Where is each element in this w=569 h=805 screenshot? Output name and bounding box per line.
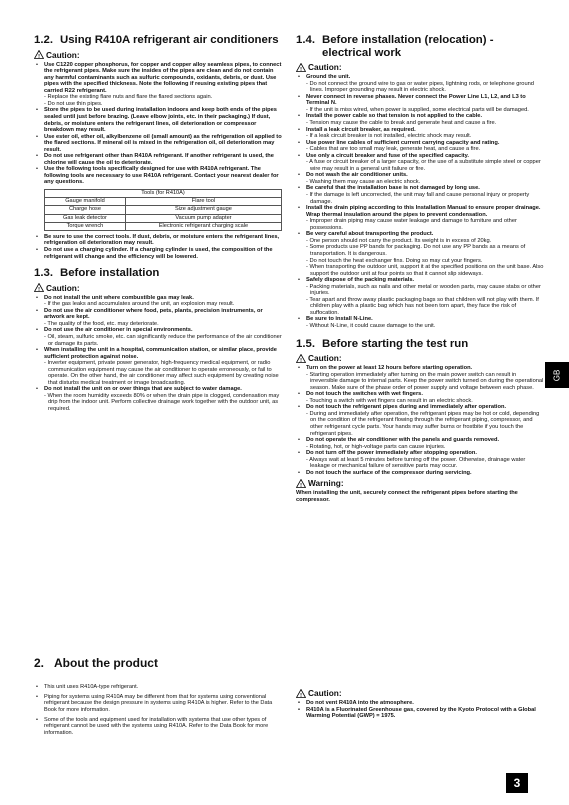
item-heading: • Do not use the air conditioner in special environments. bbox=[44, 327, 193, 334]
list-item bbox=[34, 166, 284, 186]
caution-list bbox=[34, 295, 284, 413]
caution-heading: ! Caution: bbox=[296, 62, 544, 72]
table-cell: Torque wrench bbox=[45, 222, 126, 230]
product-caution bbox=[296, 687, 546, 720]
item-detail: - When the room humidity exceeds 80% or when the drain pipe is clogged, condensation may drip from the indoor unit. Perform collective drainage work together with the outdoor unit, as required. bbox=[44, 392, 280, 412]
list-item bbox=[34, 386, 284, 412]
list-item bbox=[296, 127, 544, 140]
list-item bbox=[296, 404, 544, 437]
item-detail: - Do not touch the heat exchanger fins. Doing so may cut your fingers. bbox=[306, 257, 483, 264]
item-detail: - Washing them may cause an electric shock. bbox=[306, 178, 421, 185]
tools-table-header: Tools (for R410A) bbox=[45, 189, 282, 197]
list-item: • Do not vent R410A into the atmosphere. bbox=[296, 700, 546, 707]
item-detail: - Starting operation immediately after turning on the main power switch can result in irreversible damage to internal parts. Keep the power switch turned on during the operational season. Make sure of the phase order of power supply and voltage between each phase. bbox=[306, 371, 544, 391]
list-item bbox=[34, 134, 284, 154]
table-row bbox=[45, 198, 282, 206]
caution-heading: ! Caution: bbox=[34, 50, 284, 60]
caution-heading: ! Caution: bbox=[34, 283, 284, 293]
item-heading: • Do not touch the refrigerant pipes during and immediately after operation. bbox=[306, 404, 507, 411]
list-item bbox=[34, 234, 284, 247]
table-row bbox=[45, 214, 282, 222]
section-1-4-heading: 1.4. Before installation (relocation) - electrical work bbox=[296, 34, 494, 59]
item-heading: • Be very careful about transporting the product. bbox=[306, 231, 434, 238]
item-detail: - Without N-Line, it could cause damage to the unit. bbox=[306, 322, 436, 329]
svg-text:!: ! bbox=[300, 482, 302, 488]
item-heading: • Use only a circuit breaker and fuse of the specified capacity. bbox=[306, 152, 469, 159]
item-heading: • Do not touch the switches with wet fingers. bbox=[306, 391, 423, 398]
caution-heading: ! Caution: bbox=[296, 688, 546, 698]
list-item bbox=[296, 365, 544, 391]
list-item bbox=[296, 205, 544, 231]
item-detail: - Oil, steam, sulfuric smoke, etc. can significantly reduce the performance of the air conditioner or damage its parts. bbox=[44, 333, 282, 347]
list-item: • Piping for systems using R410A may be different from that for systems using conventional refrigerant because the design pressure in systems using R410A is higher. Refer to the Data Book for more information. bbox=[34, 694, 284, 713]
item-heading: • Be careful that the installation base is not damaged by long use. bbox=[306, 185, 480, 192]
list-item: • R410A is a Fluorinated Greenhouse gas, covered by the Kyoto Protocol with a Global Warming Potential (GWP) = 1975. bbox=[296, 707, 546, 720]
table-cell: Charge hose bbox=[45, 206, 126, 214]
item-heading: • Be sure to use the correct tools. If dust, debris, or moisture enters the refrigerant lines, refrigeration oil deterioration may result. bbox=[44, 233, 280, 247]
table-row bbox=[45, 206, 282, 214]
item-detail: - Tear apart and throw away plastic packaging bags so that children will not play with them. If children play with a plastic bag which has not been torn apart, they face the risk of suffocation. bbox=[306, 296, 539, 316]
item-detail: - Do not connect the ground wire to gas or water pipes, lightning rods, or telephone ground lines. Improper grounding may result in electric shock. bbox=[306, 80, 534, 94]
list-item bbox=[34, 107, 284, 133]
svg-text:!: ! bbox=[38, 286, 40, 293]
item-heading: • Do not use the air conditioner where food, pets, plants, precision instruments, or artwork are kept. bbox=[44, 307, 263, 321]
list-item bbox=[296, 437, 544, 450]
item-detail: - Rotating, hot, or high-voltage parts can cause injuries. bbox=[306, 443, 446, 450]
item-heading: • Never connect in reverse phases. Never connect the Power Line L1, L2, and L3 to Terminal N. bbox=[306, 93, 526, 107]
table-cell: Electronic refrigerant charging scale bbox=[125, 222, 281, 230]
svg-text:!: ! bbox=[300, 692, 302, 698]
caution-list bbox=[296, 74, 544, 329]
list-item bbox=[34, 347, 284, 386]
item-heading: • Do not install the unit where combustible gas may leak. bbox=[44, 294, 194, 301]
item-detail: - Some products use PP bands for packaging. Do not use any PP bands as a means of transportation. It is dangerous. bbox=[306, 244, 526, 257]
item-heading: • Store the pipes to be used during installation indoors and keep both ends of the pipes sealed until just before brazing. (Leave elbow joints, etc. in their packaging.) If dust, debris, or moisture enters the refrigerant lines, oil deterioration or compressor breakdown may result. bbox=[44, 107, 277, 134]
item-heading: • Do not wash the air conditioner units. bbox=[306, 172, 408, 179]
item-detail: - If a leak circuit breaker is not installed, electric shock may result. bbox=[306, 133, 472, 140]
item-heading: • Install a leak circuit breaker, as required. bbox=[306, 126, 416, 133]
warning-triangle-icon bbox=[296, 63, 306, 72]
table-cell: Flare tool bbox=[125, 198, 281, 206]
table-row bbox=[45, 222, 282, 230]
item-heading: • Use ester oil, ether oil, alkylbenzene oil (small amount) as the refrigeration oil applied to the flared sections. If mineral oil is mixed in the refrigeration oil, oil deterioration may result. bbox=[44, 133, 282, 153]
tools-table bbox=[44, 189, 282, 231]
list-item bbox=[296, 172, 544, 185]
item-heading: • Do not operate the air conditioner with the panels and guards removed. bbox=[306, 437, 500, 444]
list-item bbox=[296, 391, 544, 404]
item-detail: - Always wait at least 5 minutes before turning off the power. Otherwise, drainage water leakage or mechanical failure of sensitive parts may occur. bbox=[306, 456, 526, 470]
warning-triangle-icon bbox=[296, 354, 306, 363]
list-item bbox=[296, 113, 544, 126]
right-column bbox=[296, 34, 544, 503]
list-item bbox=[296, 153, 544, 173]
item-detail: - A fuse or circuit breaker of a larger capacity, or the use of a substitute simple steel or copper wire may result in a general unit failure or fire. bbox=[306, 159, 541, 172]
section-2-heading: 2. About the product bbox=[34, 656, 158, 670]
section-number: 1.2. bbox=[34, 34, 53, 46]
warning-triangle-icon bbox=[296, 479, 306, 488]
item-detail: - Do not use thin pipes. bbox=[44, 100, 103, 107]
item-detail: - Cables that are too small may leak, generate heat, and cause a fire. bbox=[306, 146, 481, 153]
list-item bbox=[296, 316, 544, 329]
item-heading: • Use C1220 copper phosphorus, for copper and copper alloy seamless pipes, to connect the refrigerant pipes. Make sure the insides of the pipes are clean and do not contain any harmful contaminants such as sulfuric compounds, oxidants, debris, or dust. Use pipes with the specified thickness. Note the following if reusing existing pipes that carried R22 refrigerant. bbox=[44, 61, 282, 94]
item-detail: - Replace the existing flare nuts and flare the flared sections again. bbox=[44, 94, 213, 101]
list-item bbox=[34, 327, 284, 347]
item-detail: - When transporting the outdoor unit, support it at the specified positions on the unit base. Also support the outdoor unit at four points so that it cannot slip sideways. bbox=[306, 264, 544, 277]
item-heading: • Turn on the power at least 12 hours before starting operation. bbox=[306, 365, 473, 372]
list-item bbox=[296, 185, 544, 205]
language-tab: GB bbox=[545, 362, 569, 388]
list-item bbox=[296, 277, 544, 316]
warning-triangle-icon bbox=[296, 689, 306, 698]
list-item bbox=[34, 62, 284, 108]
table-cell: Vacuum pump adapter bbox=[125, 214, 281, 222]
item-heading: • Safely dispose of the packing materials. bbox=[306, 277, 415, 284]
list-item: • Some of the tools and equipment used for installation with systems that use other types of refrigerant cannot be used with the systems using R410A. Refer to the Data Book for more information. bbox=[34, 717, 284, 736]
svg-text:!: ! bbox=[38, 53, 40, 60]
item-heading: • Ground the unit. bbox=[306, 74, 351, 81]
item-detail: - The quality of the food, etc. may deteriorate. bbox=[44, 320, 159, 327]
item-heading: • Do not use refrigerant other than R410A refrigerant. If another refrigerant is used, the chlorine will cause the oil to deteriorate. bbox=[44, 153, 274, 166]
item-detail: - Inverter equipment, private power generator, high-frequency medical equipment, or radio communication equipment may cause the air conditioner to operate erroneously, or fail to operate. On the other hand, the air conditioner may affect such equipment by creating noise that disturbs medical treatment or image broadcasting. bbox=[44, 360, 279, 386]
item-heading: • Use the following tools specifically designed for use with R410A refrigerant. The following tools are necessary to use R410A refrigerant. Contact your nearest dealer for any questions. bbox=[44, 166, 279, 186]
item-detail: - During and immediately after operation, the refrigerant pipes may be hot or cold, depending on the condition of the refrigerant flowing through the refrigerant piping, compressor, and other refrigerant cycle parts. Your hands may suffer burns or frostbite if you touch the refrigerant pipes. bbox=[306, 410, 540, 437]
item-heading: • Do not turn off the power immediately after stopping operation. bbox=[306, 450, 477, 457]
item-detail: - Packing materials, such as nails and other metal or wooden parts, may cause stabs or other injuries. bbox=[306, 283, 541, 297]
item-detail: - If the gas leaks and accumulates around the unit, an explosion may result. bbox=[44, 301, 235, 308]
left-column bbox=[34, 34, 284, 413]
table-cell: Gas leak detector bbox=[45, 214, 126, 222]
list-item bbox=[34, 153, 284, 166]
item-detail: - Improper drain piping may cause water leakage and damage to furniture and other possessions. bbox=[306, 218, 517, 231]
list-item: • This unit uses R410A-type refrigerant. bbox=[34, 684, 284, 690]
about-product-list bbox=[34, 684, 284, 740]
list-item bbox=[296, 140, 544, 153]
list-item bbox=[296, 94, 544, 114]
caution-list-continued bbox=[34, 234, 284, 260]
list-item bbox=[296, 74, 544, 94]
caution-list bbox=[34, 62, 284, 186]
section-title: Using R410A refrigerant air conditioners bbox=[60, 34, 279, 46]
warning-heading: ! Warning: bbox=[296, 478, 544, 488]
item-heading: • Use power line cables of sufficient current carrying capacity and rating. bbox=[306, 139, 500, 146]
caution-list bbox=[296, 365, 544, 476]
item-heading: • Install the drain piping according to this Installation Manual to ensure proper drainage. Wrap thermal insulation around the pipes to prevent condensation. bbox=[306, 205, 541, 218]
item-heading: • Do not touch the surface of the compressor during servicing. bbox=[306, 469, 472, 476]
svg-text:!: ! bbox=[300, 66, 302, 72]
item-detail: - One person should not carry the product. Its weight is in excess of 20kg. bbox=[306, 237, 492, 244]
item-heading: • Do not use a charging cylinder. If a charging cylinder is used, the composition of the refrigerant will change and the efficiency will be lowered. bbox=[44, 247, 273, 260]
warning-text: When installing the unit, securely connect the refrigerant pipes before starting the compressor. bbox=[296, 490, 518, 503]
list-item bbox=[296, 450, 544, 470]
item-heading: • Be sure to install N-Line. bbox=[306, 316, 373, 323]
section-1-3-heading: 1.3. Before installation bbox=[34, 267, 160, 280]
list-item bbox=[296, 231, 544, 277]
svg-text:!: ! bbox=[300, 357, 302, 363]
item-heading: • When installing the unit in a hospital, communication station, or similar place, provide sufficient protection against noise. bbox=[44, 347, 277, 360]
item-heading: • Do not install the unit on or over things that are subject to water damage. bbox=[44, 386, 242, 393]
section-1-2-heading bbox=[34, 34, 284, 47]
warning-triangle-icon bbox=[34, 50, 44, 59]
table-cell: Gauge manifold bbox=[45, 198, 126, 206]
list-item bbox=[34, 247, 284, 260]
section-1-5-heading: 1.5. Before starting the test run bbox=[296, 337, 469, 350]
item-detail: - If the unit is miss wired, when power is supplied, some electrical parts will be damaged. bbox=[306, 106, 529, 113]
caution-heading: ! Caution: bbox=[296, 353, 544, 363]
item-detail: - Tension may cause the cable to break and generate heat and cause a fire. bbox=[306, 120, 497, 127]
item-heading: • Install the power cable so that tension is not applied to the cable. bbox=[306, 113, 483, 120]
list-item bbox=[34, 308, 284, 328]
item-detail: - Touching a switch with wet fingers can result in an electric shock. bbox=[306, 397, 473, 404]
warning-triangle-icon bbox=[34, 283, 44, 292]
list-item bbox=[296, 470, 544, 477]
list-item bbox=[34, 295, 284, 308]
page-number: 3 bbox=[506, 773, 528, 793]
item-detail: - If the damage is left uncorrected, the unit may fall and cause personal injury or property damage. bbox=[306, 192, 530, 205]
table-cell: Size adjustment gauge bbox=[125, 206, 281, 214]
